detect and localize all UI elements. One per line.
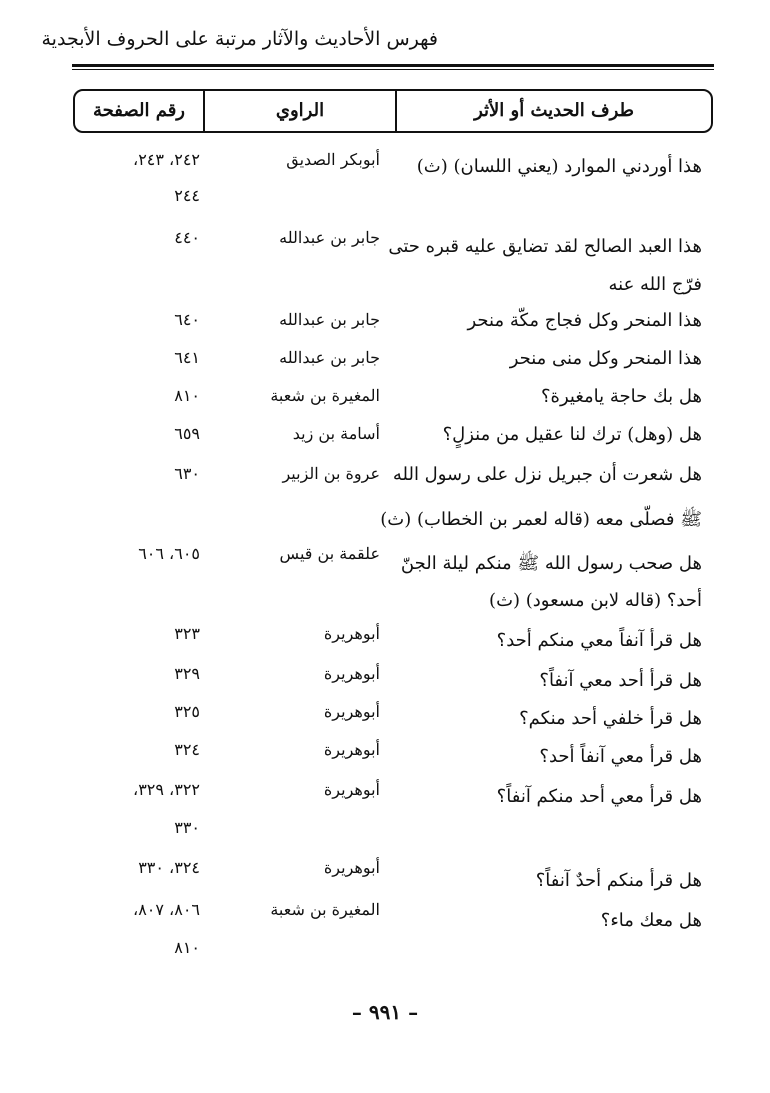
page-numbers: ٤٤٠ bbox=[174, 228, 200, 247]
page-numbers: ٣٢٢، ٣٢٩، bbox=[133, 780, 200, 799]
narrator: المغيرة بن شعبة bbox=[270, 386, 380, 405]
column-header-page: رقم الصفحة bbox=[92, 100, 185, 121]
page-numbers: ٣٢٥ bbox=[174, 702, 200, 721]
page-numbers: ٦٥٩ bbox=[174, 424, 200, 443]
page-numbers: ٦٠٥، ٦٠٦ bbox=[138, 544, 200, 563]
hadith-text: هل قرأ خلفي أحد منكم؟ bbox=[519, 708, 702, 729]
index-row bbox=[0, 858, 770, 894]
hadith-text: هل (وهل) ترك لنا عقيل من منزلٍ؟ bbox=[442, 424, 702, 445]
index-row bbox=[0, 424, 770, 460]
running-head: فهرس الأحاديث والآثار مرتبة على الحروف الأبجدية bbox=[41, 28, 438, 50]
hadith-text: هل بك حاجة يامغيرة؟ bbox=[540, 386, 702, 407]
index-row bbox=[0, 386, 770, 422]
page-numbers: ٨١٠ bbox=[174, 386, 200, 405]
index-row bbox=[0, 590, 770, 626]
page-numbers: ٦٤٠ bbox=[174, 310, 200, 329]
hadith-text: هذا المنحر وكل فجاج مكّة منحر bbox=[467, 310, 702, 331]
page-numbers: ٢٤٤ bbox=[174, 186, 200, 205]
hadith-text: أحد؟ (قاله لابن مسعود) (ث) bbox=[489, 590, 702, 611]
hadith-text: هذا المنحر وكل منى منحر bbox=[509, 348, 702, 369]
narrator: أبوهريرة bbox=[323, 858, 380, 877]
hadith-text: هل صحب رسول الله ﷺ منكم ليلة الجنّ bbox=[400, 553, 702, 574]
narrator: أبوهريرة bbox=[323, 780, 380, 799]
narrator: جابر بن عبدالله bbox=[279, 228, 380, 247]
folio-page-number: – ٩٩١ – bbox=[351, 1000, 419, 1024]
page-numbers: ٦٤١ bbox=[174, 348, 200, 367]
narrator: علقمة بن قيس bbox=[279, 544, 380, 563]
hadith-text: هل شعرت أن جبريل نزل على رسول الله bbox=[392, 464, 702, 485]
index-row bbox=[0, 228, 770, 264]
index-row bbox=[0, 464, 770, 500]
index-row bbox=[0, 310, 770, 346]
narrator: جابر بن عبدالله bbox=[279, 348, 380, 367]
index-row bbox=[0, 664, 770, 700]
hadith-text: هذا العبد الصالح لقد تضايق عليه قبره حتى bbox=[388, 236, 702, 257]
narrator: المغيرة بن شعبة bbox=[270, 900, 380, 919]
narrator: أسامة بن زيد bbox=[292, 424, 380, 443]
hadith-text: فرّج الله عنه bbox=[608, 274, 702, 295]
hadith-text: هل قرأ معي أحد منكم آنفاً؟ bbox=[496, 786, 702, 807]
page-numbers: ٣٢٣ bbox=[174, 624, 200, 643]
narrator: أبوهريرة bbox=[323, 624, 380, 643]
page-numbers: ٨٠٦، ٨٠٧، bbox=[133, 900, 200, 919]
narrator: أبوهريرة bbox=[323, 702, 380, 721]
index-row bbox=[0, 900, 770, 936]
hadith-text: ﷺ فصلّى معه (قاله لعمر بن الخطاب) (ث) bbox=[380, 509, 702, 530]
index-row bbox=[0, 274, 770, 310]
narrator: أبوهريرة bbox=[323, 740, 380, 759]
index-row bbox=[0, 186, 770, 222]
page-numbers: ٣٣٠ bbox=[174, 818, 200, 837]
narrator: جابر بن عبدالله bbox=[279, 310, 380, 329]
index-row bbox=[0, 938, 770, 974]
index-row bbox=[0, 544, 770, 580]
hadith-text: هل قرأ معي آنفاً أحد؟ bbox=[539, 746, 702, 767]
column-header-text: طرف الحديث أو الأثر bbox=[474, 100, 634, 121]
narrator: أبوهريرة bbox=[323, 664, 380, 683]
page-numbers: ٣٢٤، ٣٣٠ bbox=[138, 858, 200, 877]
page-numbers: ٣٢٩ bbox=[174, 664, 200, 683]
index-row bbox=[0, 780, 770, 816]
hadith-text: هل معك ماء؟ bbox=[600, 910, 702, 931]
index-row bbox=[0, 508, 770, 544]
hadith-text: هل قرأ أحد معي آنفاً؟ bbox=[539, 670, 702, 691]
narrator: عروة بن الزبير bbox=[282, 464, 380, 483]
hadith-text: هذا أوردني الموارد (يعني اللسان) (ث) bbox=[416, 156, 702, 177]
hadith-text: هل قرأ منكم أحدٌ آنفاً؟ bbox=[535, 870, 702, 891]
page-numbers: ٢٤٢، ٢٤٣، bbox=[133, 150, 200, 169]
index-row bbox=[0, 702, 770, 738]
index-row bbox=[0, 150, 770, 186]
hadith-text: هل قرأ آنفاً معي منكم أحد؟ bbox=[496, 630, 702, 651]
page-numbers: ٨١٠ bbox=[174, 938, 200, 957]
index-row bbox=[0, 348, 770, 384]
page-numbers: ٦٣٠ bbox=[174, 464, 200, 483]
narrator: أبوبكر الصديق bbox=[286, 150, 380, 169]
column-header-narrator: الراوي bbox=[275, 100, 325, 121]
index-row bbox=[0, 818, 770, 854]
index-row bbox=[0, 740, 770, 776]
page-numbers: ٣٢٤ bbox=[174, 740, 200, 759]
index-row bbox=[0, 624, 770, 660]
